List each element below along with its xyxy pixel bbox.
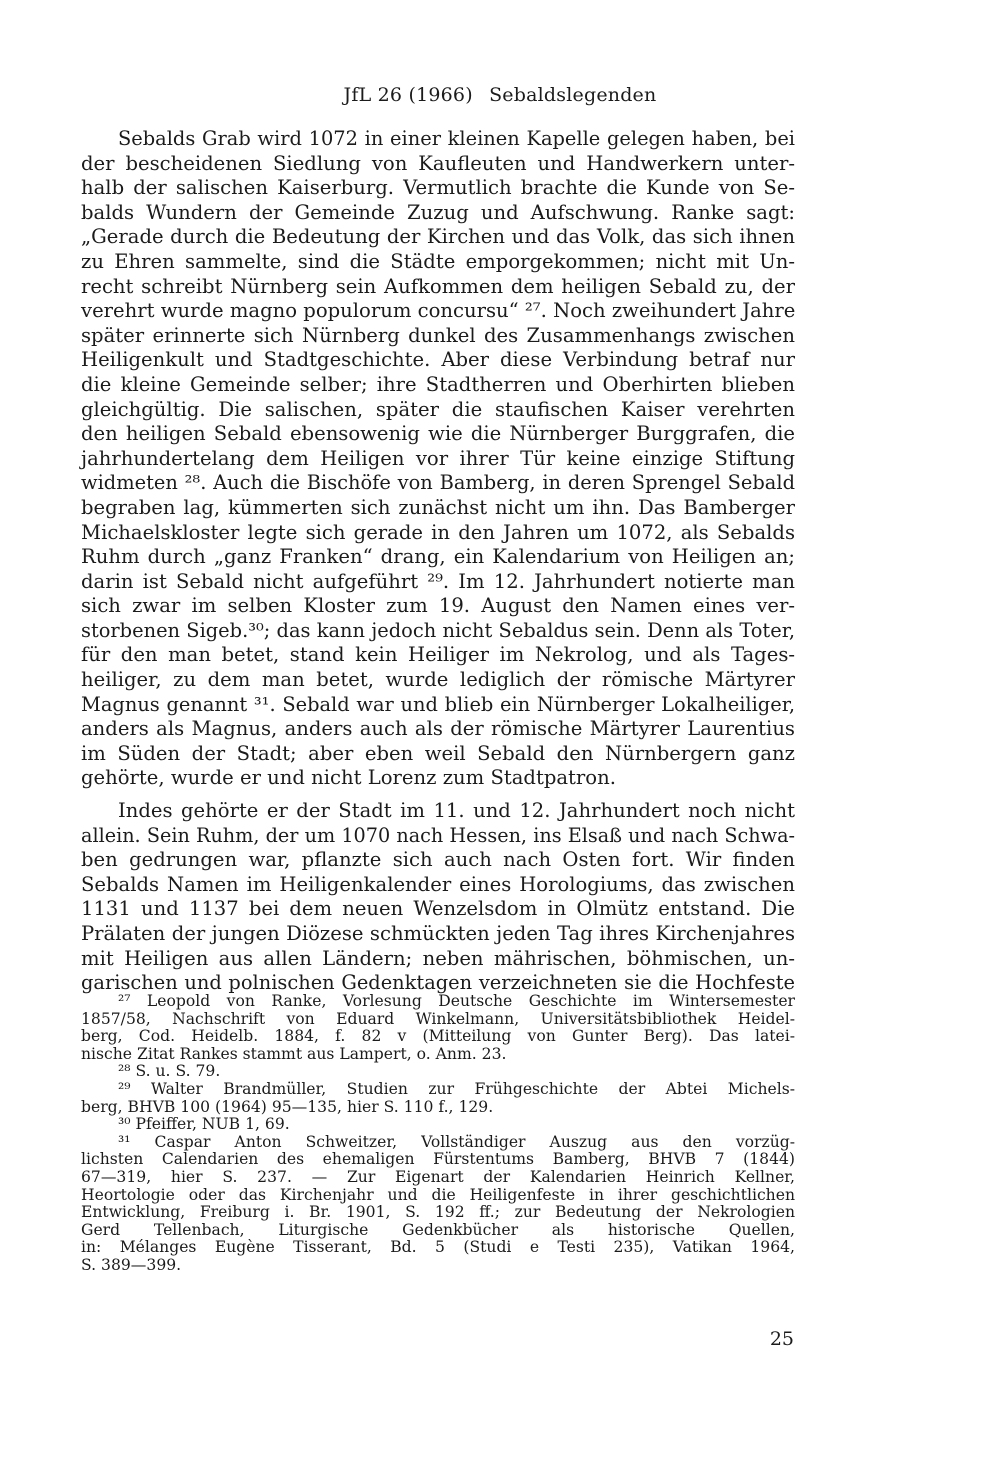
text-line: Magnus genannt ³¹. Sebald war und blieb ein Nürnberger Lokalheiliger, xyxy=(81,692,795,716)
footnote-line: ³⁰ Pfeiffer, NUB 1, 69. xyxy=(118,1115,290,1134)
text-line: „Gerade durch die Bedeutung der Kirchen und das Volk, das sich ihnen xyxy=(81,225,795,249)
footnote-line: Entwicklung, Freiburg i. Br. 1901, S. 192 ff.; zur Bedeutung der Nekrologien xyxy=(81,1203,795,1222)
running-title: Sebaldslegenden xyxy=(489,84,657,106)
text-line: gleichgültig. Die salischen, später die staufischen Kaiser verehrten xyxy=(81,397,795,421)
text-line: widmeten ²⁸. Auch die Bischöfe von Bamberg, in deren Sprengel Sebald xyxy=(81,471,795,495)
footnote-line: ²⁹ Walter Brandmüller, Studien zur Frühgeschichte der Abtei Michels- xyxy=(118,1079,795,1098)
footnote-line: Heortologie oder das Kirchenjahr und die Heiligenfeste in ihrer geschichtlichen xyxy=(81,1185,795,1204)
text-line: Sebalds Namen im Heiligenkalender eines Horologiums, das zwischen xyxy=(81,872,795,896)
text-line: Sebalds Grab wird 1072 in einer kleinen Kapelle gelegen haben, bei xyxy=(118,127,795,150)
footnote-line: berg, Cod. Heidelb. 1884, f. 82 v (Mitteilung von Gunter Berg). Das latei- xyxy=(81,1027,795,1046)
text-line: ben gedrungen war, pflanzte sich auch nach Osten fort. Wir finden xyxy=(81,848,795,872)
text-line: darin ist Sebald nicht aufgeführt ²⁹. Im 12. Jahrhundert notierte man xyxy=(81,569,795,593)
text-line: später erinnerte sich Nürnberg dunkel des Zusammenhangs zwischen xyxy=(81,323,795,347)
text-line: recht schreibt Nürnberg sein Aufkommen dem heiligen Sebald zu, der xyxy=(81,274,795,298)
text-line: halb der salischen Kaiserburg. Vermutlich brachte die Kunde von Se- xyxy=(81,176,795,200)
text-line: Heiligenkult und Stadtgeschichte. Aber diese Verbindung betraf nur xyxy=(81,348,795,372)
text-line: der bescheidenen Siedlung von Kaufleuten und Handwerkern unter- xyxy=(81,151,795,175)
text-line: mit Heiligen aus allen Ländern; neben mährischen, böhmischen, un- xyxy=(81,946,795,970)
text-line: im Süden der Stadt; aber eben weil Sebald den Nürnbergern ganz xyxy=(81,741,795,765)
text-line: Michaelskloster legte sich gerade in den Jahren um 1072, als Sebalds xyxy=(81,520,795,544)
footnote-line: lichsten Calendarien des ehemaligen Fürstentums Bamberg, BHVB 7 (1844) xyxy=(81,1150,795,1169)
footnote-line: ³¹ Caspar Anton Schweitzer, Vollständiger Auszug aus den vorzüg- xyxy=(118,1132,795,1151)
footnote-line: ²⁷ Leopold von Ranke, Vorlesung Deutsche Geschichte im Wintersemester xyxy=(118,992,795,1010)
footnote-line: ²⁸ S. u. S. 79. xyxy=(118,1062,221,1081)
text-line: Prälaten der jungen Diözese schmückten jeden Tag ihres Kirchenjahres xyxy=(81,922,795,945)
footnote-line: Gerd Tellenbach, Liturgische Gedenkbücher als historische Quellen, xyxy=(81,1220,795,1239)
text-line: Ruhm durch „ganz Franken“ drang, ein Kalendarium von Heiligen an; xyxy=(81,545,795,569)
footnote-line: in: Mélanges Eugène Tisserant, Bd. 5 (Studi e Testi 235), Vatikan 1964, xyxy=(81,1238,795,1257)
text-line: sich zwar im selben Kloster zum 19. August den Namen eines ver- xyxy=(81,594,795,618)
text-line: allein. Sein Ruhm, der um 1070 nach Hessen, ins Elsaß und nach Schwa- xyxy=(81,823,795,847)
footnote-line: 67—319, hier S. 237. — Zur Eigenart der Kalendarien Heinrich Kellner, xyxy=(81,1167,795,1186)
text-line: heiliger, zu dem man betet, wurde lediglich der römische Märtyrer xyxy=(81,668,795,692)
footnote-line: nische Zitat Rankes stammt aus Lampert, o. Anm. 23. xyxy=(81,1044,507,1063)
main-text xyxy=(81,127,795,996)
text-line: 1131 und 1137 bei dem neuen Wenzelsdom in Olmütz entstand. Die xyxy=(81,897,795,921)
text-line: gehörte, wurde er und nicht Lorenz zum Stadtpatron. xyxy=(81,766,616,790)
text-line: verehrt wurde magno populorum concursu“ ²⁷. Noch zweihundert Jahre xyxy=(81,299,796,323)
footnotes xyxy=(81,993,795,1275)
text-line: den heiligen Sebald ebensowenig wie die Nürnberger Burggrafen, die xyxy=(81,422,795,446)
text-line: anders als Magnus, anders auch als der römische Märtyrer Laurentius xyxy=(81,717,795,741)
running-head xyxy=(0,84,1000,106)
journal-citation: JfL 26 (1966) xyxy=(343,84,473,106)
text-line: die kleine Gemeinde selber; ihre Stadtherren und Oberhirten blieben xyxy=(81,372,795,396)
text-line: für den man betet, stand kein Heiliger im Nekrolog, und als Tages- xyxy=(81,643,795,667)
text-line: storbenen Sigeb.³⁰; das kann jedoch nicht Sebaldus sein. Denn als Toter, xyxy=(81,618,795,642)
text-line: begraben lag, kümmerten sich zunächst nicht um ihn. Das Bamberger xyxy=(81,495,795,519)
text-line: zu Ehren sammelte, sind die Städte emporgekommen; nicht mit Un- xyxy=(81,249,795,273)
text-line: jahrhundertelang dem Heiligen vor ihrer Tür keine einzige Stiftung xyxy=(81,446,795,470)
paragraph-gap xyxy=(81,791,795,799)
text-line: garischen und polnischen Gedenktagen verzeichneten sie die Hochfeste xyxy=(81,971,795,995)
footnote-line: S. 389—399. xyxy=(81,1255,182,1274)
page-number: 25 xyxy=(769,1328,794,1350)
text-line: balds Wundern der Gemeinde Zuzug und Aufschwung. Ranke sagt: xyxy=(81,200,795,224)
text-line: Indes gehörte er der Stadt im 11. und 12. Jahrhundert noch nicht xyxy=(118,799,795,823)
footnote-line: berg, BHVB 100 (1964) 95—135, hier S. 110 f., 129. xyxy=(81,1097,494,1116)
footnote-line: 1857/58, Nachschrift von Eduard Winkelmann, Universitätsbibliothek Heidel- xyxy=(81,1009,795,1028)
